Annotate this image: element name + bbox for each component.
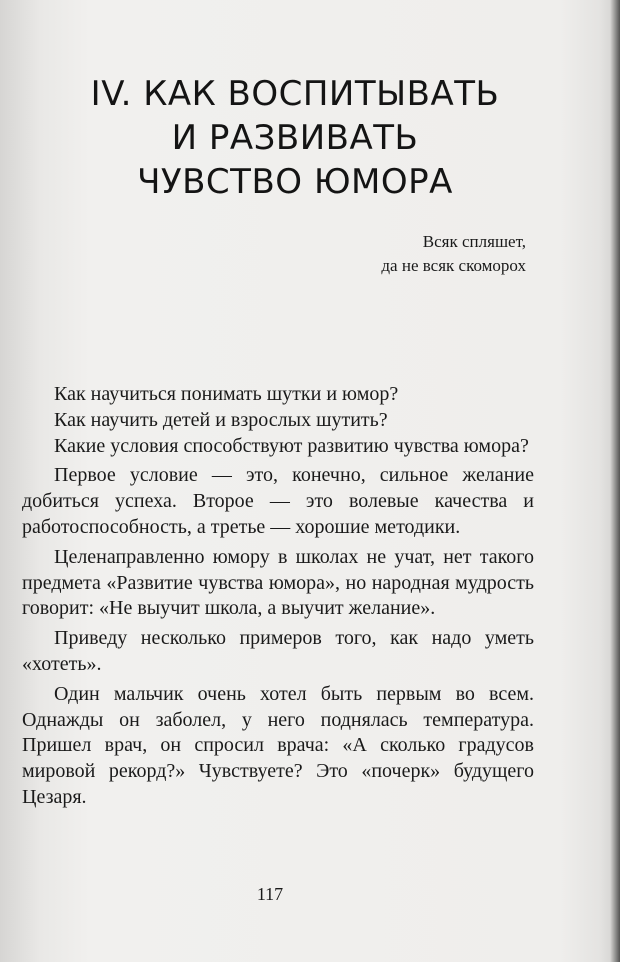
epigraph-line-2: да не всяк скоморох <box>381 256 526 275</box>
page-edge-shadow <box>610 0 620 962</box>
chapter-title <box>60 72 530 204</box>
epigraph <box>381 230 526 278</box>
epigraph-line-1: Всяк спляшет, <box>422 232 526 251</box>
chapter-title-line-2: И РАЗВИВАТЬ <box>171 118 419 158</box>
paragraph-6: Приведу несколько примеров того, как надо уметь «хотеть». <box>22 627 534 675</box>
paragraph-1: Как научиться понимать шутки и юмор? <box>54 383 399 405</box>
paragraph-4: Первое условие — это, конечно, сильное желание добиться успеха. Второе — это волевые качества и работоспособность, а третье — хорошие методики. <box>22 464 534 538</box>
paragraph-5: Целенаправленно юмору в школах не учат, нет такого предмета «Развитие чувства юмора», но народная мудрость говорит: «Не выучит школа, а выучит желание». <box>22 545 534 620</box>
body-text <box>22 382 534 815</box>
paragraph-3: Какие условия способствуют развитию чувства юмора? <box>54 434 529 457</box>
chapter-title-line-3: ЧУВСТВО ЮМОРА <box>137 162 453 202</box>
paragraph-2: Как научить детей и взрослых шутить? <box>54 408 388 431</box>
chapter-title-line-1: IV. КАК ВОСПИТЫВАТЬ <box>90 74 500 114</box>
paragraph-7: Один мальчик очень хотел быть первым во всем. Однажды он заболел, у него поднялась температура. Пришел врач, он спросил врача: «А сколько градусов мировой рекорд?» Чувствуете? Это «почерк» будущего Цезаря. <box>22 682 534 808</box>
page-number: 117 <box>256 884 284 904</box>
